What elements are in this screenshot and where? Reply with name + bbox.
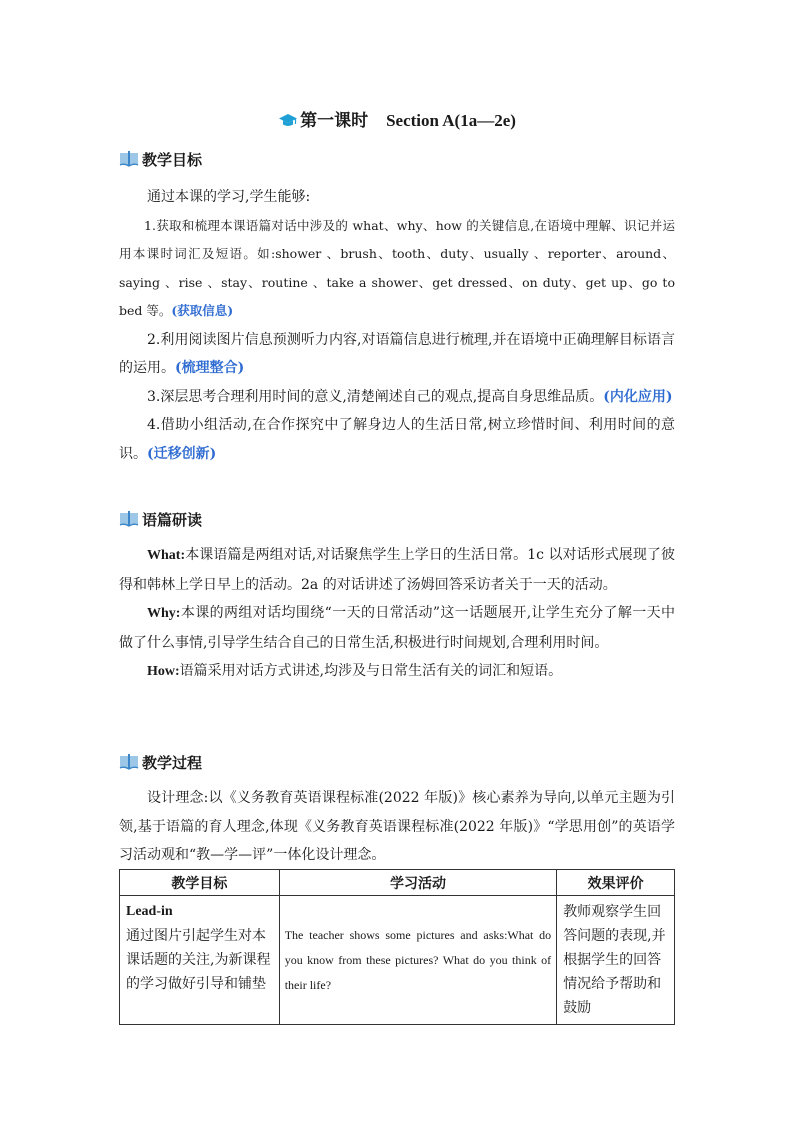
process-block bbox=[119, 784, 675, 870]
title-en: Section A(1a—2e) bbox=[386, 111, 516, 130]
graduation-cap-icon bbox=[278, 113, 298, 134]
book-icon bbox=[119, 510, 139, 528]
goal-1 bbox=[119, 212, 675, 326]
text-study-block bbox=[119, 541, 675, 687]
table-header-evaluation: 效果评价 bbox=[557, 870, 675, 896]
design-concept: 设计理念:以《义务教育英语课程标准(2022 年版)》核心素养为导向,以单元主题为引领,基于语篇的育人理念,体现《义务教育英语课程标准(2022 年版)》“学思用创”的英语学习活动观和“教—学—评”一体化设计理念。 bbox=[119, 790, 675, 863]
goals-block bbox=[119, 183, 675, 468]
table-cell-goal bbox=[120, 896, 280, 1025]
what-paragraph bbox=[119, 541, 675, 599]
lead-in-label: Lead-in bbox=[126, 904, 173, 919]
section-heading-process bbox=[119, 751, 202, 773]
why-paragraph bbox=[119, 599, 675, 657]
goal-4-text: 4.借助小组活动,在合作探究中了解身边人的生活日常,树立珍惜时间、利用时间的意识。 bbox=[119, 417, 675, 462]
how-text: 语篇采用对话方式讲述,均涉及与日常生活有关的词汇和短语。 bbox=[179, 663, 563, 679]
goal-4-tag: (迁移创新) bbox=[147, 445, 217, 462]
table-cell-evaluation: 教师观察学生回答问题的表现,并根据学生的回答情况给予帮助和鼓励 bbox=[557, 896, 675, 1025]
page-title bbox=[0, 106, 794, 134]
how-paragraph bbox=[119, 657, 675, 687]
goals-intro: 通过本课的学习,学生能够: bbox=[147, 189, 311, 205]
lead-in-text: 通过图片引起学生对本课话题的关注,为新课程的学习做好引导和铺垫 bbox=[126, 928, 271, 992]
why-text: 本课的两组对话均围绕“一天的日常活动”这一话题展开,让学生充分了解一天中做了什么事情,引导学生结合自己的日常生活,积极进行时间规划,合理利用时间。 bbox=[119, 605, 675, 651]
goal-3-tag: (内化应用) bbox=[603, 388, 673, 405]
goal-3-text: 3.深层思考合理利用时间的意义,清楚阐述自己的观点,提高自身思维品质。 bbox=[147, 388, 604, 405]
lesson-table bbox=[119, 869, 675, 1025]
goal-1-text: 1.获取和梳理本课语篇对话中涉及的 what、why、how 的关键信息,在语境中理解、识记并运用本课时词汇及短语。如:shower 、brush、tooth、duty、usually 、reporter、around、saying 、rise 、stay、routine 、take a shower、get dressed、on duty、get up、go to bed 等。 bbox=[119, 217, 675, 318]
section-heading-label: 教学过程 bbox=[142, 753, 203, 772]
section-heading-goals bbox=[119, 148, 202, 170]
title-cn: 第一课时 bbox=[300, 111, 369, 130]
goal-2-text: 2.利用阅读图片信息预测听力内容,对语篇信息进行梳理,并在语境中正确理解目标语言的运用。 bbox=[119, 331, 675, 376]
what-label: What: bbox=[147, 548, 186, 563]
table-header-goal: 教学目标 bbox=[120, 870, 280, 896]
goal-1-tag: (获取信息) bbox=[171, 303, 234, 318]
table-row bbox=[120, 896, 675, 1025]
how-label: How: bbox=[147, 664, 180, 679]
what-text: 本课语篇是两组对话,对话聚焦学生上学日的生活日常。1c 以对话形式展现了彼得和韩林上学日早上的活动。2a 的对话讲述了汤姆回答采访者关于一天的活动。 bbox=[119, 547, 675, 593]
table-header-activity: 学习活动 bbox=[279, 870, 556, 896]
section-heading-text-study bbox=[119, 508, 202, 530]
goal-2 bbox=[119, 326, 675, 383]
table-cell-activity: The teacher shows some pictures and asks:What do you know from these pictures? What do you think of their life? bbox=[279, 896, 556, 1025]
why-label: Why: bbox=[147, 606, 181, 621]
table-header-row bbox=[120, 870, 675, 896]
section-heading-label: 教学目标 bbox=[142, 150, 203, 169]
section-heading-label: 语篇研读 bbox=[142, 510, 203, 529]
goal-3 bbox=[119, 383, 675, 412]
book-icon bbox=[119, 150, 139, 168]
book-icon bbox=[119, 753, 139, 771]
goal-2-tag: (梳理整合) bbox=[175, 360, 245, 376]
goal-4 bbox=[119, 411, 675, 468]
